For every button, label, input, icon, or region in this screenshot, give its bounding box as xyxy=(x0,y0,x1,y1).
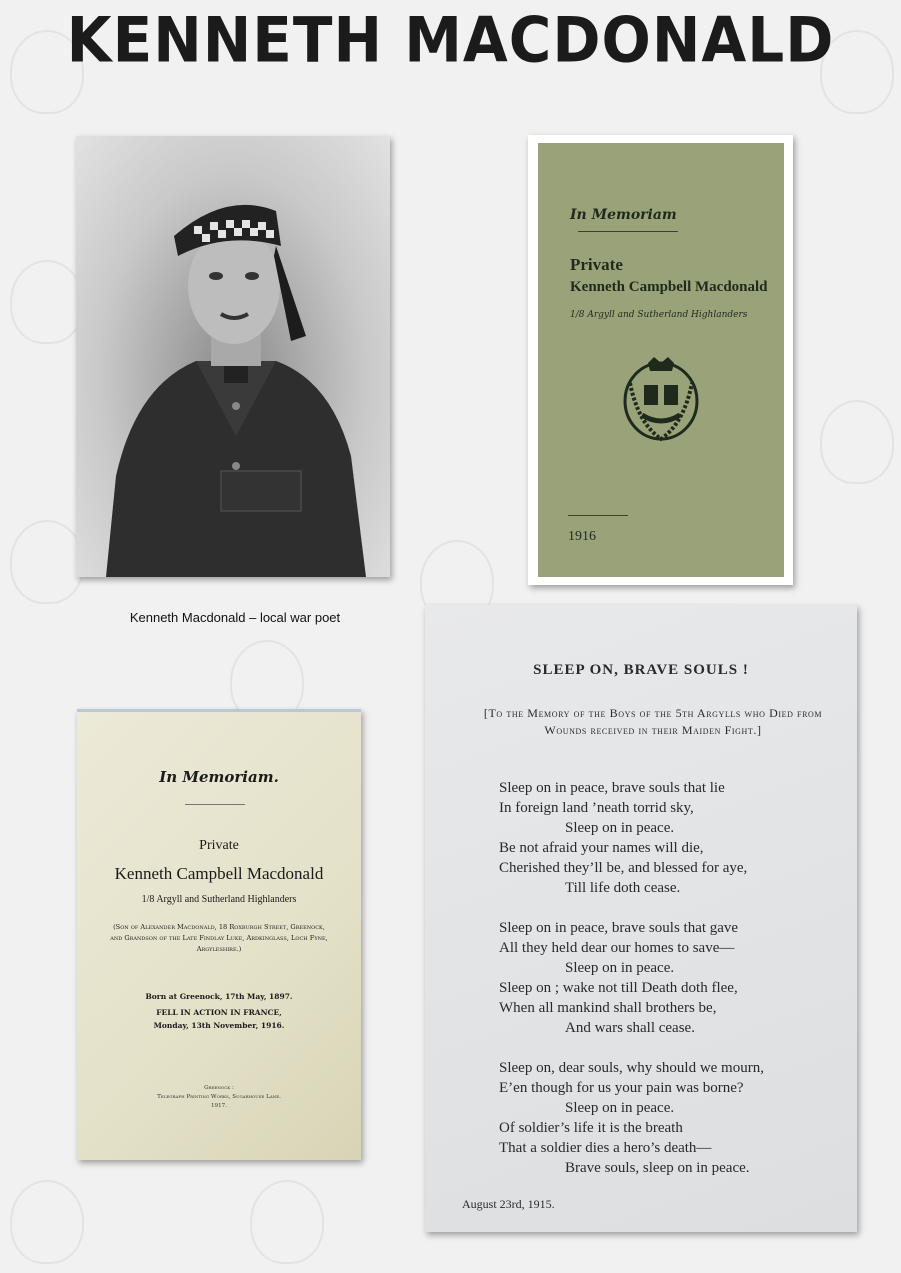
page-title: KENNETH MACDONALD xyxy=(66,3,835,77)
booklet-name: Kenneth Campbell Macdonald xyxy=(114,864,324,883)
poem-line: Sleep on in peace. xyxy=(565,960,675,976)
poem-line: Sleep on, dear souls, why should we mourn, xyxy=(499,1060,764,1076)
printer-place: Greenock : xyxy=(204,1085,234,1091)
ornament-rule xyxy=(185,804,245,805)
regimental-crest-icon xyxy=(618,353,704,445)
booklet-memoriam-heading: In Memoriam xyxy=(570,207,677,223)
booklet-regiment: 1/8 Argyll and Sutherland Highlanders xyxy=(570,310,748,320)
poem-title: SLEEP ON, BRAVE SOULS ! xyxy=(533,662,749,678)
printer-name: Telegraph Printing Works, Sugarhouse Lane. xyxy=(157,1094,281,1100)
poem-line: Sleep on ; wake not till Death doth flee, xyxy=(499,980,738,996)
booklet-name: Kenneth Campbell Macdonald xyxy=(570,279,768,295)
green-memorial-booklet xyxy=(528,135,793,585)
soldier-portrait-photo xyxy=(76,136,390,577)
green-booklet-cover xyxy=(538,143,784,577)
poem-line: Till life doth cease. xyxy=(565,880,681,896)
crest-watermark xyxy=(10,1180,84,1264)
poem-dedication: [To the Memory of the Boys of the 5th Argylls who Died from Wounds received in their Maiden Fight.] xyxy=(483,706,823,737)
crest-watermark xyxy=(820,400,894,484)
poem-line: E’en though for us your pain was borne? xyxy=(499,1080,744,1096)
poem-line: That a soldier dies a hero’s death— xyxy=(499,1140,712,1156)
poem-stanza xyxy=(499,918,738,1038)
booklet-rank: Private xyxy=(570,255,623,274)
booklet-printer xyxy=(97,1084,341,1111)
booklet-parentage: (Son of Alexander Macdonald, 18 Roxburgh Street, Greenock, and Grandson of the Late Findlay Luke, Ardkinglass, Loch Fyne, Argyleshire.) xyxy=(110,923,328,953)
poem-page xyxy=(425,605,857,1232)
ornament-rule xyxy=(578,231,678,232)
poem-line: Of soldier’s life it is the breath xyxy=(499,1120,683,1136)
soldier-portrait-image xyxy=(76,136,390,577)
poem-line: Sleep on in peace, brave souls that gave xyxy=(499,920,739,936)
poem-date: August 23rd, 1915. xyxy=(462,1197,555,1211)
booklet-year: 1916 xyxy=(568,529,596,544)
booklet-born: Born at Greenock, 17th May, 1897. xyxy=(145,992,293,1001)
crest-watermark xyxy=(10,520,84,604)
poem-line: In foreign land ’neath torrid sky, xyxy=(499,800,694,816)
poem-line: Be not afraid your names will die, xyxy=(499,840,704,856)
poem-line: Brave souls, sleep on in peace. xyxy=(565,1160,750,1176)
poem-line: Sleep on in peace. xyxy=(565,820,675,836)
poem-line: And wars shall cease. xyxy=(565,1020,695,1036)
poem-stanza xyxy=(499,778,747,898)
crest-watermark xyxy=(10,260,84,344)
poem-line: Sleep on in peace, brave souls that lie xyxy=(499,780,725,796)
crest-watermark xyxy=(250,1180,324,1264)
booklet-death-date: Monday, 13th November, 1916. xyxy=(153,1021,285,1030)
booklet-memoriam-heading: In Memoriam. xyxy=(159,768,279,786)
poem-line: All they held dear our homes to save— xyxy=(499,940,735,956)
poem-line: Sleep on in peace. xyxy=(565,1100,675,1116)
booklet-regiment: 1/8 Argyll and Sutherland Highlanders xyxy=(141,894,297,905)
ornament-rule xyxy=(568,515,628,516)
poem-line: When all mankind shall brothers be, xyxy=(499,1000,717,1016)
white-memorial-booklet xyxy=(77,709,361,1160)
poem-stanza xyxy=(499,1058,764,1178)
booklet-fell-in-action: FELL IN ACTION IN FRANCE, xyxy=(156,1008,282,1017)
portrait-caption: Kenneth Macdonald – local war poet xyxy=(129,610,341,625)
booklet-rank: Private xyxy=(199,838,239,853)
printer-year: 1917. xyxy=(210,1103,227,1109)
poem-line: Cherished they’ll be, and blessed for aye, xyxy=(499,860,748,876)
